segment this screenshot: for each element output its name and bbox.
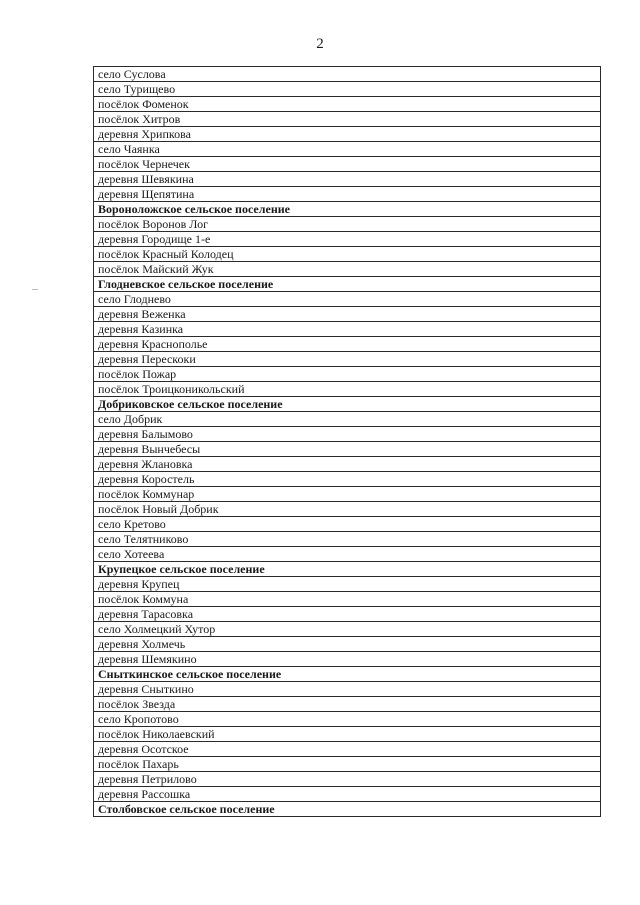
locality-cell: деревня Городище 1-е: [94, 232, 601, 247]
settlements-table-container: [93, 66, 601, 817]
settlement-header-row: [94, 397, 601, 412]
locality-cell: посёлок Воронов Лог: [94, 217, 601, 232]
locality-cell: деревня Щепятина: [94, 187, 601, 202]
table-row: [94, 322, 601, 337]
settlement-header-cell: Столбовское сельское поселение: [94, 802, 601, 817]
locality-cell: село Кропотово: [94, 712, 601, 727]
locality-cell: деревня Шевякина: [94, 172, 601, 187]
table-row: [94, 112, 601, 127]
locality-cell: посёлок Красный Колодец: [94, 247, 601, 262]
settlement-header-cell: Крупецкое сельское поселение: [94, 562, 601, 577]
locality-cell: посёлок Николаевский: [94, 727, 601, 742]
table-row: [94, 772, 601, 787]
locality-cell: деревня Жлановка: [94, 457, 601, 472]
settlement-header-cell: Сныткинское сельское поселение: [94, 667, 601, 682]
table-row: [94, 67, 601, 82]
table-row: [94, 517, 601, 532]
table-row: [94, 637, 601, 652]
table-row: [94, 757, 601, 772]
table-row: [94, 427, 601, 442]
locality-cell: село Кретово: [94, 517, 601, 532]
locality-cell: деревня Коростель: [94, 472, 601, 487]
settlement-header-row: [94, 667, 601, 682]
page-number: 2: [316, 36, 324, 52]
settlement-header-cell: Глодневское сельское поселение: [94, 277, 601, 292]
locality-cell: село Хотеева: [94, 547, 601, 562]
table-row: [94, 472, 601, 487]
table-row: [94, 142, 601, 157]
locality-cell: посёлок Хитров: [94, 112, 601, 127]
locality-cell: деревня Рассошка: [94, 787, 601, 802]
locality-cell: село Глоднево: [94, 292, 601, 307]
locality-cell: деревня Краснополье: [94, 337, 601, 352]
table-row: [94, 457, 601, 472]
table-row: [94, 652, 601, 667]
locality-cell: деревня Осотское: [94, 742, 601, 757]
table-row: [94, 502, 601, 517]
table-row: [94, 412, 601, 427]
locality-cell: посёлок Троицконикольский: [94, 382, 601, 397]
locality-cell: посёлок Пожар: [94, 367, 601, 382]
locality-cell: деревня Балымово: [94, 427, 601, 442]
table-row: [94, 532, 601, 547]
table-row: [94, 487, 601, 502]
locality-cell: село Холмецкий Хутор: [94, 622, 601, 637]
table-row: [94, 622, 601, 637]
locality-cell: посёлок Майский Жук: [94, 262, 601, 277]
table-row: [94, 247, 601, 262]
table-row: [94, 382, 601, 397]
settlement-header-cell: Вороноложское сельское поселение: [94, 202, 601, 217]
locality-cell: деревня Вынчебесы: [94, 442, 601, 457]
locality-cell: посёлок Коммунар: [94, 487, 601, 502]
table-row: [94, 787, 601, 802]
locality-cell: деревня Тарасовка: [94, 607, 601, 622]
table-row: [94, 592, 601, 607]
table-row: [94, 607, 601, 622]
locality-cell: посёлок Чернечек: [94, 157, 601, 172]
locality-cell: деревня Сныткино: [94, 682, 601, 697]
locality-cell: деревня Шемякино: [94, 652, 601, 667]
table-row: [94, 292, 601, 307]
locality-cell: деревня Веженка: [94, 307, 601, 322]
table-row: [94, 127, 601, 142]
locality-cell: деревня Петрилово: [94, 772, 601, 787]
table-row: [94, 442, 601, 457]
settlement-header-cell: Добриковское сельское поселение: [94, 397, 601, 412]
table-row: [94, 172, 601, 187]
table-row: [94, 727, 601, 742]
table-row: [94, 682, 601, 697]
locality-cell: деревня Холмечь: [94, 637, 601, 652]
settlement-header-row: [94, 277, 601, 292]
locality-cell: деревня Казинка: [94, 322, 601, 337]
settlement-header-row: [94, 562, 601, 577]
settlements-table-body: [94, 67, 601, 817]
locality-cell: деревня Хрипкова: [94, 127, 601, 142]
table-row: [94, 577, 601, 592]
locality-cell: посёлок Пахарь: [94, 757, 601, 772]
table-row: [94, 337, 601, 352]
locality-cell: село Суслова: [94, 67, 601, 82]
table-row: [94, 742, 601, 757]
table-row: [94, 157, 601, 172]
locality-cell: село Чаянка: [94, 142, 601, 157]
table-row: [94, 367, 601, 382]
locality-cell: село Турищево: [94, 82, 601, 97]
table-row: [94, 547, 601, 562]
table-row: [94, 697, 601, 712]
table-row: [94, 97, 601, 112]
locality-cell: посёлок Фоменок: [94, 97, 601, 112]
locality-cell: посёлок Новый Добрик: [94, 502, 601, 517]
table-row: [94, 232, 601, 247]
margin-mark: [32, 289, 38, 290]
locality-cell: посёлок Звезда: [94, 697, 601, 712]
locality-cell: село Телятниково: [94, 532, 601, 547]
settlements-table: [93, 66, 601, 817]
table-row: [94, 712, 601, 727]
settlement-header-row: [94, 802, 601, 817]
table-row: [94, 217, 601, 232]
locality-cell: село Добрик: [94, 412, 601, 427]
table-row: [94, 352, 601, 367]
locality-cell: деревня Крупец: [94, 577, 601, 592]
table-row: [94, 82, 601, 97]
locality-cell: деревня Перескоки: [94, 352, 601, 367]
table-row: [94, 187, 601, 202]
table-row: [94, 262, 601, 277]
table-row: [94, 307, 601, 322]
settlement-header-row: [94, 202, 601, 217]
locality-cell: посёлок Коммуна: [94, 592, 601, 607]
